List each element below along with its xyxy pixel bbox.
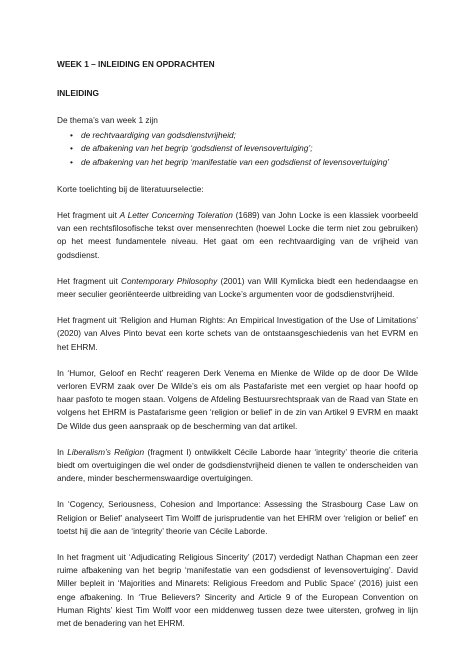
literature-intro: Korte toelichting bij de literatuurselectie: xyxy=(57,183,204,194)
paragraph-laborde xyxy=(57,446,418,486)
theme-item: • de rechtvaardiging van godsdienstvrijheid; xyxy=(81,129,418,142)
paragraph-text: In xyxy=(57,446,68,457)
paragraph-text: (2001) van Will Kymlicka biedt een hedendaagse en meer seculier georiënteerde uitbreiding van Locke’s argumenten voor de godsdienstvrijheid. xyxy=(57,275,418,300)
section-heading: INLEIDING xyxy=(57,88,99,98)
paragraph-text: (1689) van John Locke is een klassiek voorbeeld van een rechtsfilosofische tekst over mensenrechten (hoewel Locke die term niet zou gebruiken) op het meest fundamentele niveau. Het gaat om een rechtvaardiging van de vrijheid van godsdienst. xyxy=(57,210,418,260)
paragraph-locke xyxy=(57,209,418,262)
paragraph-text: (fragment I) ontwikkelt Cécile Laborde haar ‘integrity’ theorie die criteria biedt om overtuigingen die wel onder de godsdienstvrijheid dienen te vallen te onderscheiden van andere, minder beschermenswaardige overtuigingen. xyxy=(57,446,418,484)
paragraph-wolff: In ‘Cogency, Seriousness, Cohesion and Importance: Assessing the Strasbourg Case Law on Religion or Belief’ analyseert Tim Wolff de jurisprudentie van het EHRM over ‘religion or belief’ en toetst hij die aan de ‘integrity’ theorie van Cécile Laborde. xyxy=(57,499,418,536)
document-title: WEEK 1 – INLEIDING EN OPDRACHTEN xyxy=(57,59,215,69)
book-title: Contemporary Philosophy xyxy=(120,275,218,286)
theme-item: • de afbakening van het begrip ‘godsdienst of levensovertuiging’; xyxy=(81,142,418,155)
paragraph-de-wilde: In ‘Humor, Geloof en Recht’ reageren Derk Venema en Mienke de Wilde op de door De Wilde verloren EVRM zaak over De Wilde’s eis om als Pastafariste met een vergiet op haar hoofd op haar pasfoto te mogen staan. Volgens de Afdeling Bestuursrechtspraak van de Raad van State en volgens het EHRM is Pastafarisme geen ‘religion or belief’ in de zin van Artikel 9 EVRM en maakt De Wilde dus geen aanspraak op de bescherming van dat artikel. xyxy=(57,367,418,431)
paragraph-alves-pinto: Het fragment uit ‘Religion and Human Rights: An Empirical Investigation of the Use of Limitations’ (2020) van Alves Pinto bevat een korte schets van de ontstaansgeschiedenis van het EVRM en het EHRM. xyxy=(57,315,418,352)
paragraph-text: Het fragment uit xyxy=(57,275,121,286)
paragraph-text: Het fragment uit xyxy=(57,210,120,221)
book-title: Liberalism’s Religion xyxy=(67,446,145,457)
themes-list xyxy=(57,129,418,169)
theme-item: • de afbakening van het begrip ‘manifestatie van een godsdienst of levensovertuiging’ xyxy=(81,156,418,169)
book-title: A Letter Concerning Toleration xyxy=(119,210,233,221)
themes-intro: De thema’s van week 1 zijn xyxy=(57,115,158,125)
paragraph-chapman-miller: In het fragment uit ‘Adjudicating Religious Sincerity’ (2017) verdedigt Nathan Chapman een zeer ruime afbakening van het begrip ‘manifestatie van een godsdienst of levensovertuiging’. David Miller bepleit in ‘Majorities and Minarets: Religious Freedom and Public Space’ (2016) juist een enge afbakening. In ‘True Believers? Sincerity and Article 9 of the European Convention on Human Rights’ kiest Tim Wolff voor een middenweg tussen deze twee uitersten, grofweg in lijn met de benadering van het EHRM. xyxy=(57,552,418,629)
paragraph-kymlicka xyxy=(57,275,418,301)
